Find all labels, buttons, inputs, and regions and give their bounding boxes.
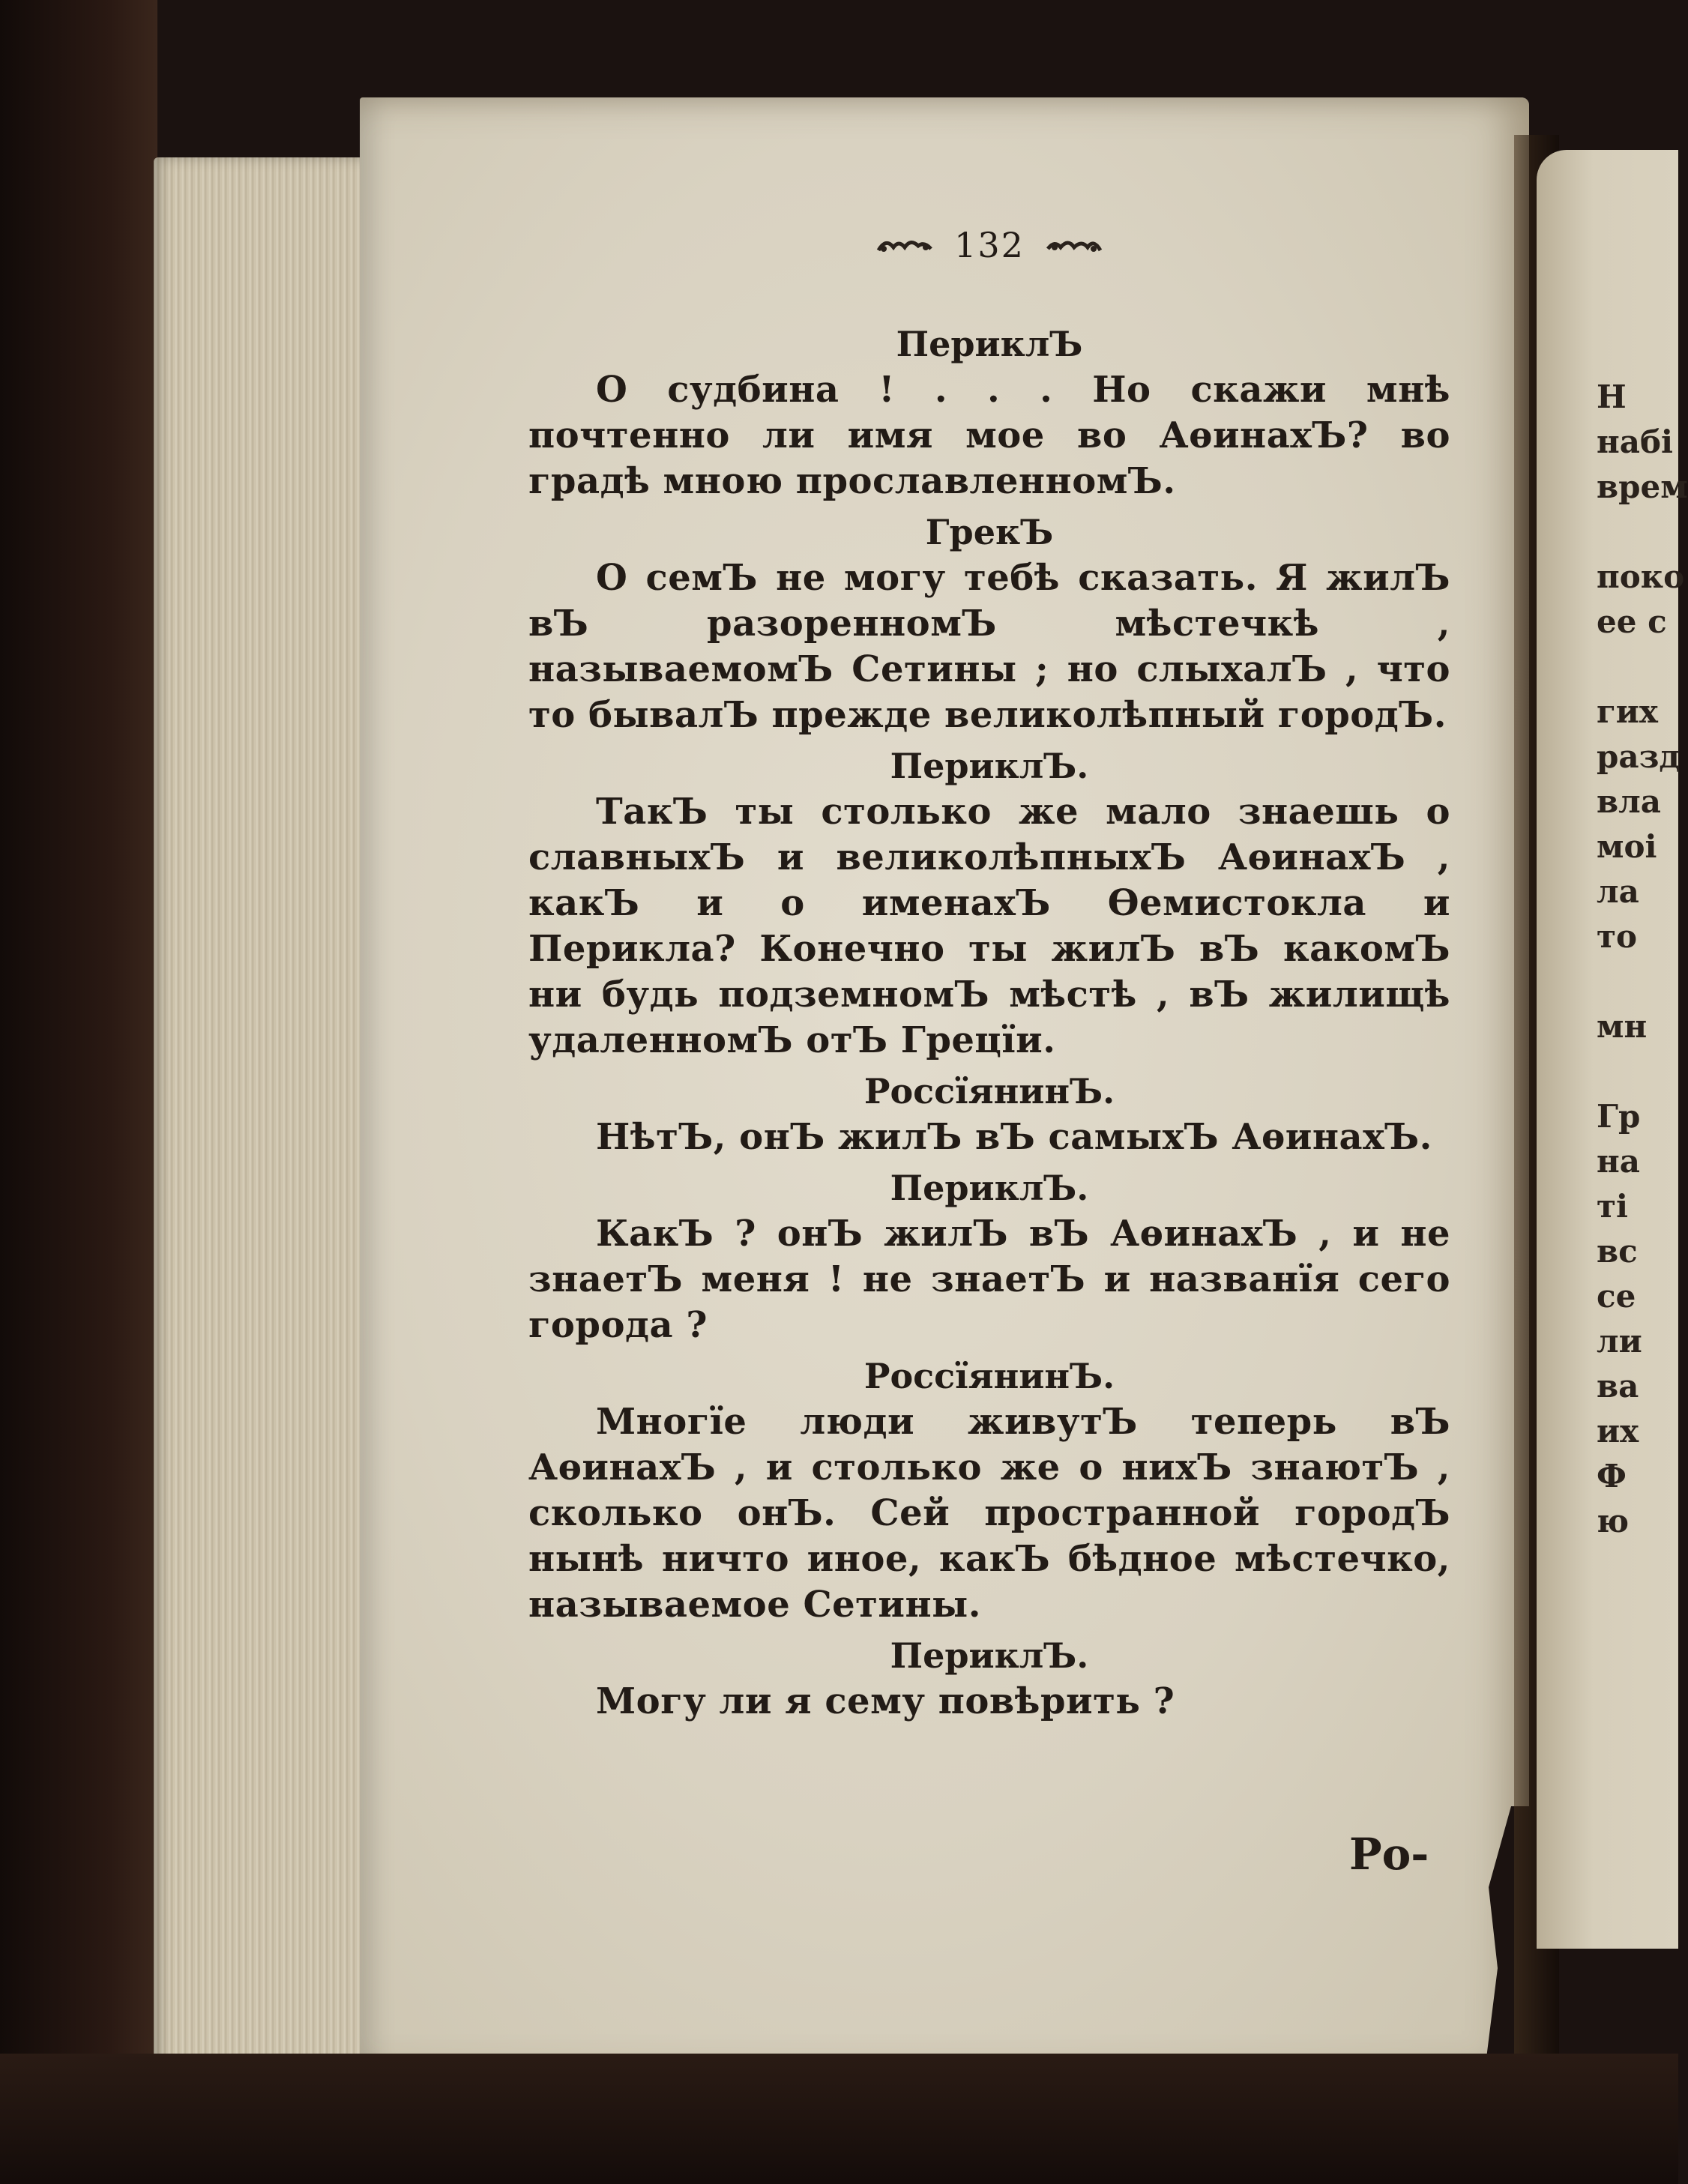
- background-bottom: [0, 2054, 1678, 2184]
- dialogue-block-2: [528, 509, 1450, 738]
- page-number: 132: [954, 225, 1025, 265]
- right-page-fragment: вла: [1597, 783, 1662, 820]
- right-page-fragment: то: [1597, 918, 1638, 955]
- right-page-fragment: врем: [1597, 468, 1688, 505]
- right-page-fragment: [1597, 959, 1678, 1004]
- speaker-name: ПериклЪ.: [890, 746, 1089, 786]
- speech-text: КакЪ ? онЪ жилЪ вЪ АѳинахЪ , и не знаетЪ меня ! не знаетЪ и названїя сего города ?: [528, 1213, 1450, 1346]
- dialogue-block-3: [528, 743, 1450, 1064]
- right-ornament-icon: [1044, 234, 1104, 256]
- dialogue-block-1: [528, 321, 1450, 504]
- speaker-name: ПериклЪ: [896, 324, 1083, 364]
- right-page-fragment: Н: [1597, 378, 1627, 415]
- speech-text: Могу ли я сему повѣрить ?: [596, 1680, 1175, 1722]
- page-header: [528, 225, 1450, 265]
- right-page-fragment: Ф: [1597, 1458, 1627, 1494]
- right-page-fragment: се: [1597, 1278, 1636, 1315]
- right-page-fragment: ее с: [1597, 603, 1667, 640]
- dialogue-block-7: [528, 1632, 1450, 1725]
- right-page-fragment: мн: [1597, 1008, 1648, 1045]
- right-page-fragment: гих: [1597, 693, 1658, 730]
- right-page-fragment: набі: [1597, 423, 1673, 460]
- speech-text: О судбина ! . . . Но скажи мнѣ почтенно ли имя мое во АѳинахЪ? во градѣ мною прославленномЪ.: [528, 369, 1450, 502]
- right-page-fragment: поко: [1597, 558, 1685, 595]
- right-page-fragment: ю: [1597, 1503, 1630, 1539]
- right-page-fragment: вс: [1597, 1233, 1638, 1270]
- speech-text: Многїе люди живутЪ теперь вЪ АѳинахЪ , и столько же о нихЪ знаютЪ , сколько онЪ. Сей пространной городЪ нынѣ ничто иное, какЪ бѣдное мѣстечко, называемое Сетины.: [528, 1401, 1450, 1626]
- right-page-fragment: Гр: [1597, 1098, 1641, 1135]
- dialogue-block-4: [528, 1068, 1450, 1160]
- right-page-fragment: их: [1597, 1413, 1639, 1450]
- page-text: [528, 225, 1450, 1729]
- right-page-fragment: ті: [1597, 1188, 1628, 1225]
- page-stack-edges: [154, 157, 371, 2076]
- right-page-fragment: [1597, 510, 1678, 555]
- speech-text: НѣтЪ, онЪ жилЪ вЪ самыхЪ АѳинахЪ.: [596, 1116, 1432, 1158]
- right-page-fragment: разд: [1597, 738, 1681, 775]
- speaker-name: ГрекЪ: [925, 512, 1054, 552]
- right-page-fragment: [1597, 1049, 1678, 1094]
- speaker-name: РоссїянинЪ.: [863, 1071, 1115, 1111]
- speech-text: О семЪ не могу тебѣ сказать. Я жилЪ вЪ разоренномЪ мѣстечкѣ , называемомЪ Сетины ; но слыхалЪ , что то бывалЪ прежде великолѣпный городЪ.: [528, 557, 1450, 736]
- speech-text: ТакЪ ты столько же мало знаешь о славныхЪ и великолѣпныхЪ АѳинахЪ , какЪ и о именахЪ Ѳемистокла и Перикла? Конечно ты жилЪ вЪ какомЪ ни будь подземномЪ мѣстѣ , вЪ жилищѣ удаленномЪ отЪ Грецїи.: [528, 791, 1450, 1061]
- background-left: [0, 0, 157, 2184]
- right-page-fragment: ва: [1597, 1368, 1639, 1405]
- right-page-fragment: моі: [1597, 828, 1657, 865]
- speaker-name: ПериклЪ.: [890, 1635, 1089, 1676]
- right-page-text: [1597, 375, 1688, 1544]
- right-page-fragment: ла: [1597, 873, 1639, 910]
- speaker-name: РоссїянинЪ.: [863, 1356, 1115, 1396]
- left-ornament-icon: [875, 234, 935, 256]
- dialogue-block-6: [528, 1353, 1450, 1628]
- right-page-fragment: ли: [1597, 1323, 1642, 1360]
- speaker-name: ПериклЪ.: [890, 1168, 1089, 1208]
- dialogue-block-5: [528, 1165, 1450, 1348]
- right-page-fragment: [1597, 645, 1678, 690]
- catchword: Ро-: [1349, 1829, 1429, 1880]
- right-page-fragment: на: [1597, 1143, 1640, 1180]
